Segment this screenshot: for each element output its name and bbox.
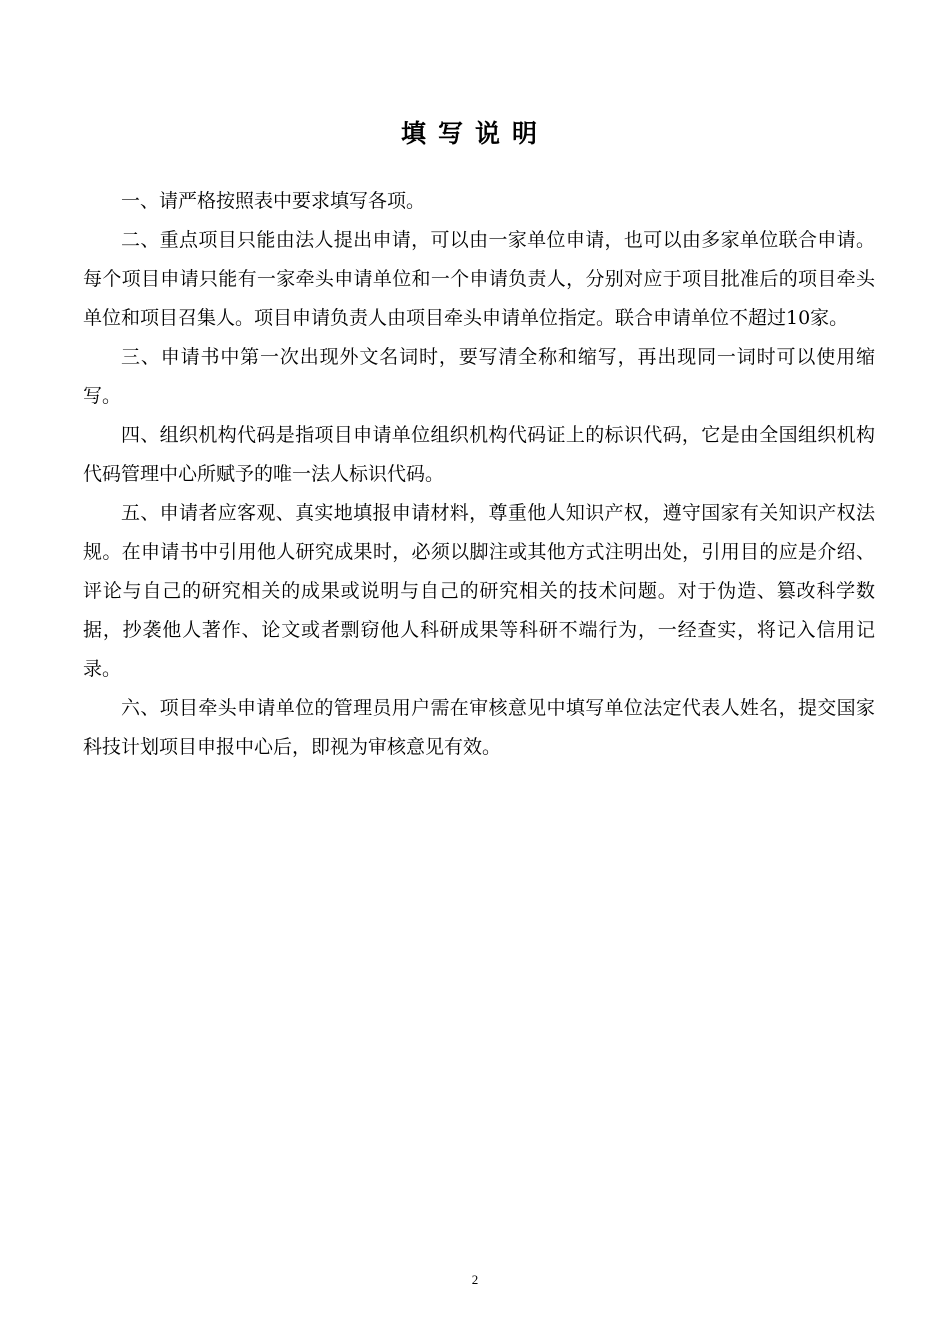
instruction-paragraph-2: 二、重点项目只能由法人提出申请，可以由一家单位申请，也可以由多家单位联合申请。每个项目申请只能有一家牵头申请单位和一个申请负责人，分别对应于项目批准后的项目牵头单位和项目召集人。项目申请负责人由项目牵头申请单位指定。联合申请单位不超过10家。 bbox=[83, 229, 875, 329]
instruction-paragraph-5: 五、申请者应客观、真实地填报申请材料，尊重他人知识产权，遵守国家有关知识产权法规。在申请书中引用他人研究成果时，必须以脚注或其他方式注明出处，引用目的应是介绍、评论与自己的研究相关的成果或说明与自己的研究相关的技术问题。对于伪造、篡改科学数据，抄袭他人著作、论文或者剽窃他人科研成果等科研不端行为，一经查实，将记入信用记录。 bbox=[83, 502, 875, 680]
instruction-paragraph-1: 一、请严格按照表中要求填写各项。 bbox=[121, 190, 426, 212]
instruction-paragraph-4: 四、组织机构代码是指项目申请单位组织机构代码证上的标识代码，它是由全国组织机构代码管理中心所赋予的唯一法人标识代码。 bbox=[83, 424, 875, 485]
page-number: 2 bbox=[471, 1272, 479, 1287]
instruction-paragraph-6: 六、项目牵头申请单位的管理员用户需在审核意见中填写单位法定代表人姓名，提交国家科技计划项目申报中心后，即视为审核意见有效。 bbox=[83, 697, 875, 758]
instruction-paragraph-3: 三、申请书中第一次出现外文名词时，要写清全称和缩写，再出现同一词时可以使用缩写。 bbox=[83, 346, 875, 407]
page-title: 填写说明 bbox=[400, 119, 549, 148]
instructions-body bbox=[83, 182, 875, 767]
